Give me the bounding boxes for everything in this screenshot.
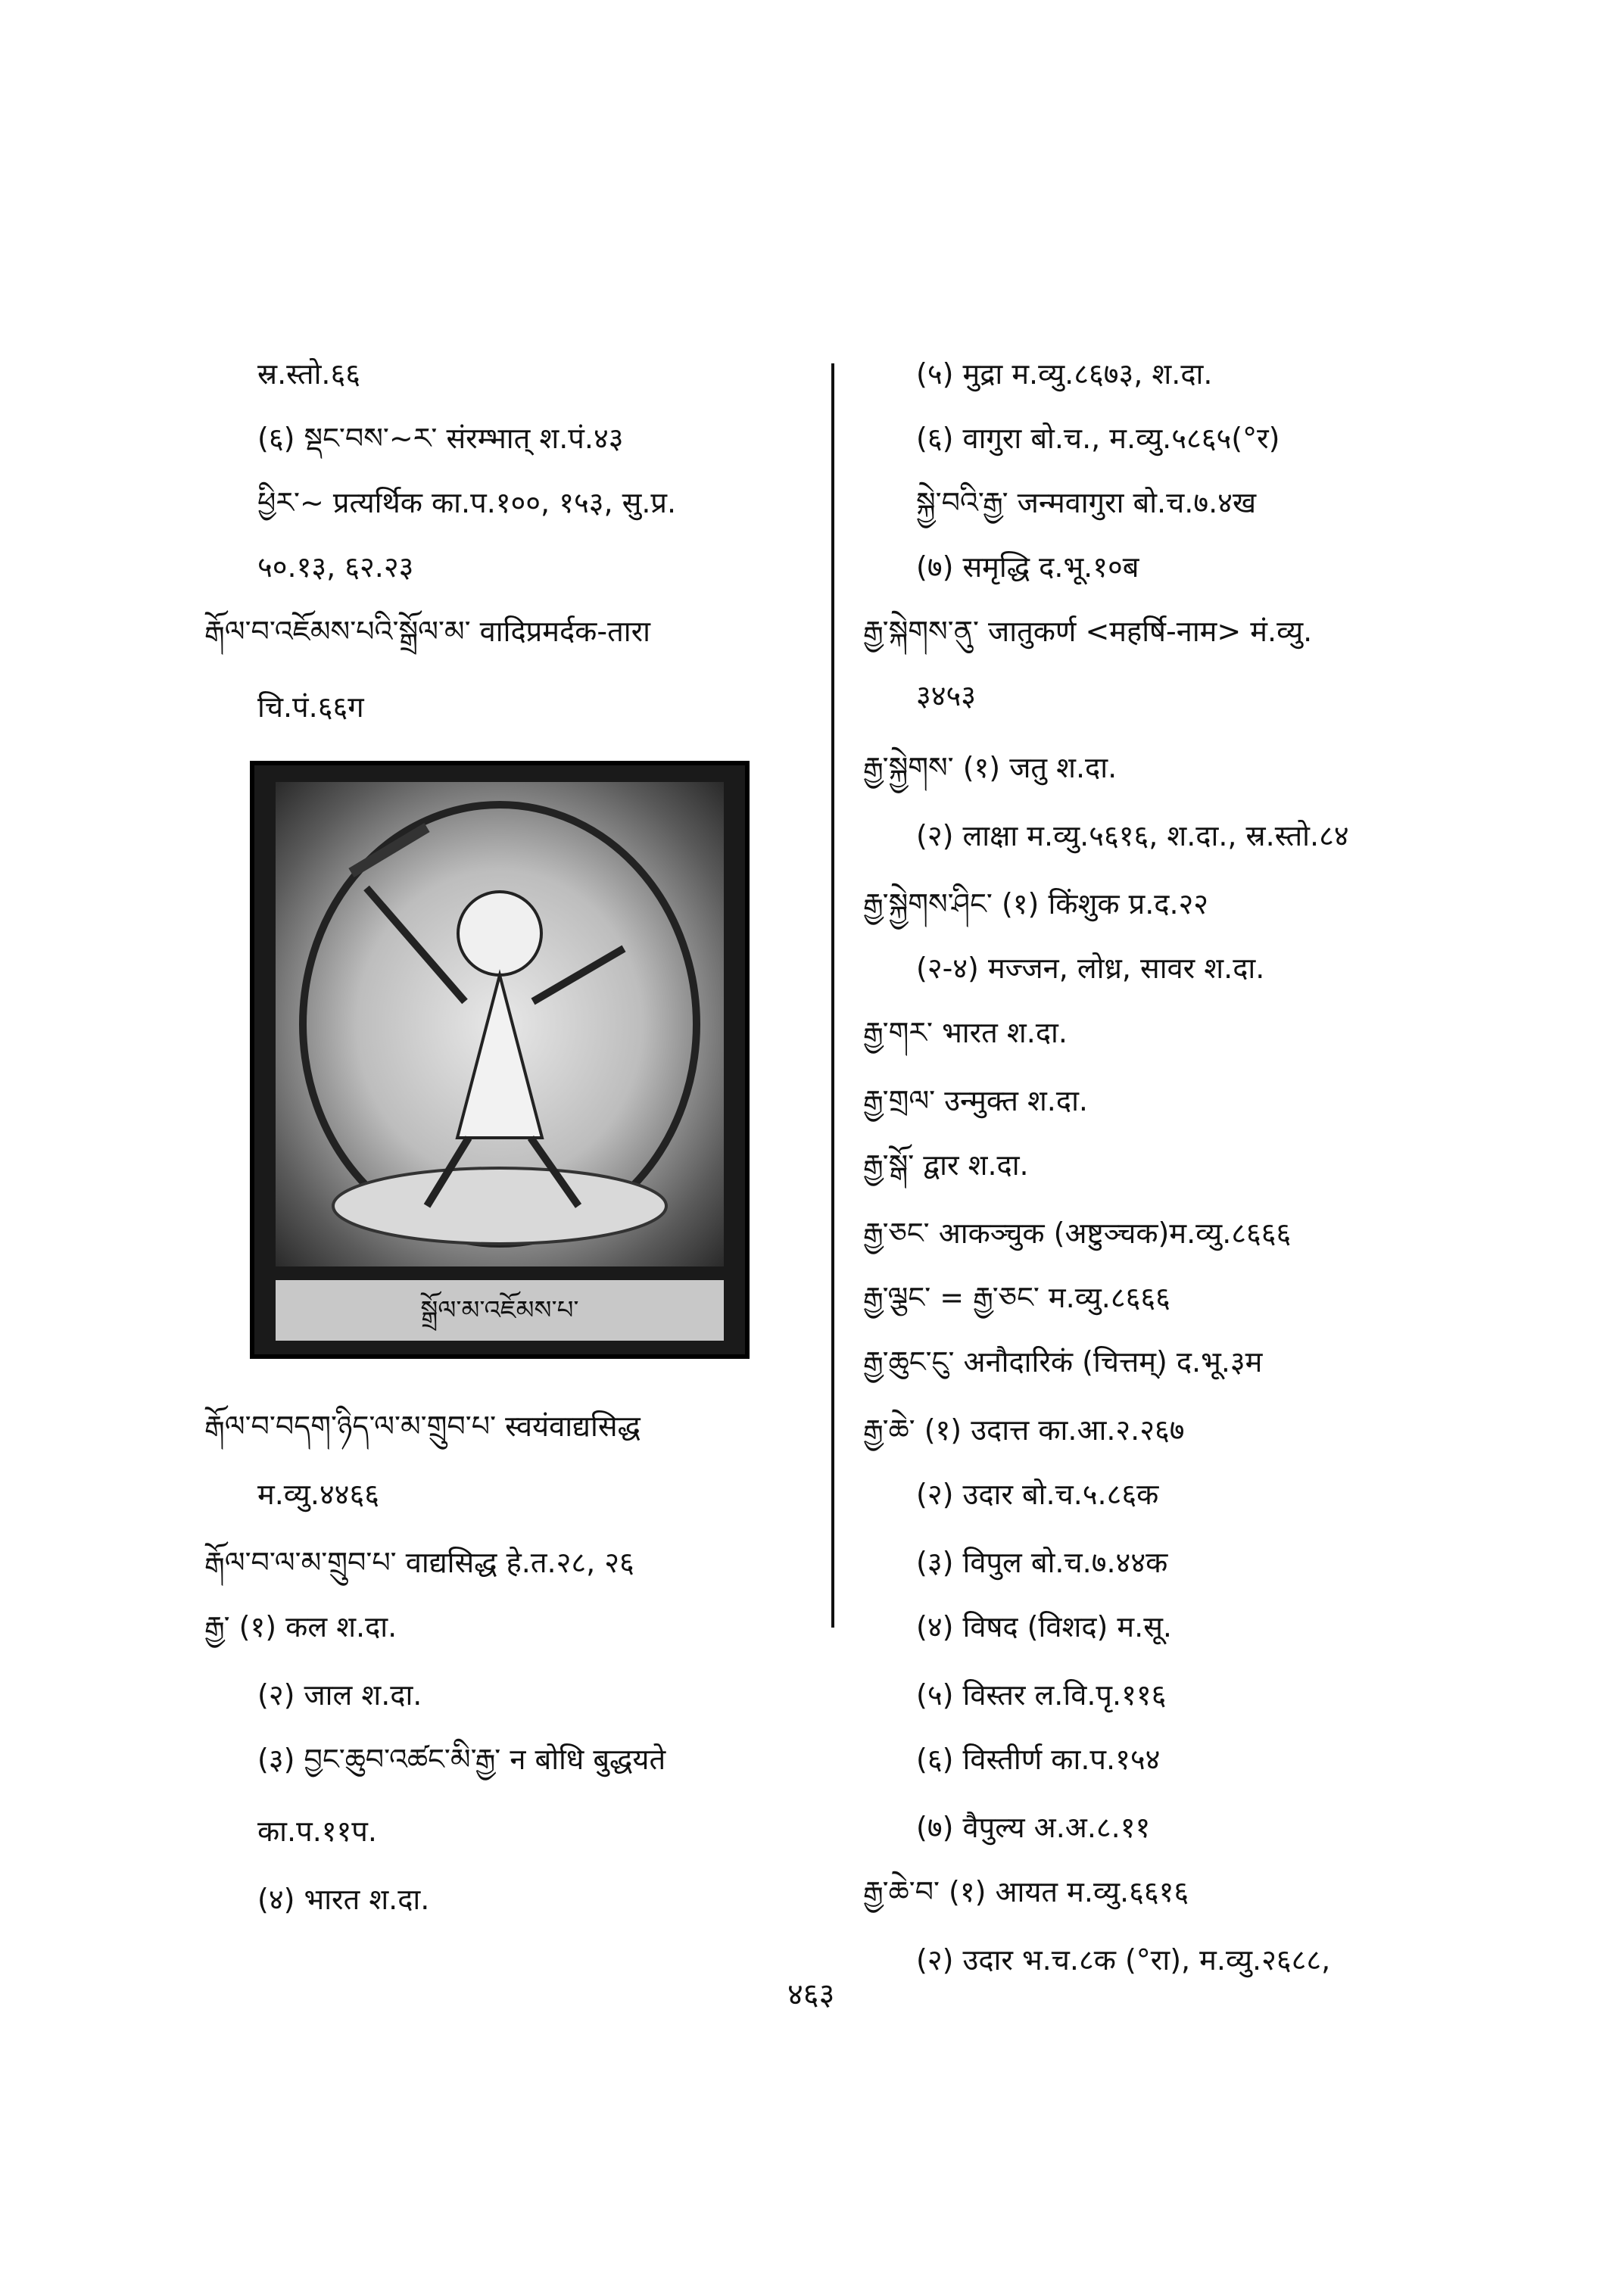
right-column-entry-line: རྒྱ་གར་ भारत श.दा.	[863, 1016, 1068, 1049]
right-column-entry-line: (७) वैपुल्य अ.अ.८.११	[916, 1811, 1151, 1844]
left-column-entry-line: चि.पं.६६ग	[257, 690, 364, 724]
left-column-entry-line: (३) བྱང་ཆུབ་འཚང་མི་རྒྱ་ न बोधि बुद्धयते	[257, 1743, 666, 1776]
deity-figure-drawing	[276, 782, 724, 1266]
right-column-entry-line: རྒྱ་ཆེ་བ་ (१) आयत म.व्यु.६६१६	[863, 1875, 1189, 1908]
left-column-entry-line: རྒྱ་ (१) कल श.दा.	[204, 1610, 397, 1643]
right-column-entry-line: རྒྱ་ཆུང་ངུ་ अनौदारिकं (चित्तम्) द.भू.३म	[863, 1345, 1263, 1379]
right-column-entry-line: (२) उदार भ.च.८क (°रा), म.व्यु.२६८८,	[916, 1943, 1331, 1977]
left-column-entry-line: ཕྱིར་~ प्रत्यर्थिक का.प.१००, १५३, सु.प्र.	[257, 486, 677, 519]
right-column-entry-line: (६) विस्तीर्ण का.प.१५४	[916, 1743, 1161, 1776]
right-column-entry-line: (५) मुद्रा म.व्यु.८६७३, श.दा.	[916, 357, 1213, 391]
page-number: ४६३	[787, 1977, 835, 2012]
column-divider	[831, 363, 834, 1628]
left-column-entry-line: རྒོལ་བ་འཇོམས་པའི་སྒྲོལ་མ་ वादिप्रमर्दक-तारा	[204, 615, 650, 648]
deity-image	[276, 782, 724, 1266]
left-column-entry-line: का.प.११प.	[257, 1815, 377, 1848]
right-column-entry-line: (६) वागुरा बो.च., म.व्यु.५८६५(°र)	[916, 422, 1280, 455]
right-column-entry-line: ३४५३	[916, 679, 977, 712]
right-column-entry-line: རྒྱ་སྐེགས་ནུ་ जातुकर्ण <महर्षि-नाम> मं.व्यु.	[863, 615, 1313, 648]
left-column-entry-line: ५०.१३, ६२.२३	[257, 550, 414, 584]
right-column-entry-line: (३) विपुल बो.च.७.४४क	[916, 1546, 1168, 1579]
right-column-entry-line: (५) विस्तर ल.वि.पृ.११६	[916, 1678, 1167, 1712]
right-column-entry-line: རྒྱ་སྐྱེགས་ཤིང་ (१) किंशुक प्र.द.२२	[863, 887, 1209, 921]
left-column-entry-line: म.व्यु.४४६६	[257, 1478, 379, 1511]
right-column-entry-line: (२) लाक्षा म.व्यु.५६१६, श.दा., स्र.स्तो.८४	[916, 819, 1349, 852]
right-column-entry-line: རྒྱ་སྐྱེགས་ (१) जतु श.दा.	[863, 751, 1117, 784]
right-column-entry-line: (२-४) मज्जन, लोध्र, सावर श.दा.	[916, 952, 1265, 985]
right-column-entry-line: སྐྱེ་བའི་རྒྱ་ जन्मवागुरा बो.च.७.४ख	[916, 486, 1257, 519]
left-column-entry-line: (६) སྡང་བས་~ར་ संरम्भात् श.पं.४३	[257, 422, 624, 455]
left-column-entry-line: (४) भारत श.दा.	[257, 1883, 430, 1916]
right-column-entry-line: (४) विषद (विशद) म.सू.	[916, 1610, 1172, 1643]
right-column-entry-line: (२) उदार बो.च.५.८६क	[916, 1478, 1159, 1511]
right-column-entry-line: རྒྱ་ཆེ་ (१) उदात्त का.आ.२.२६७	[863, 1413, 1185, 1447]
left-column-entry-line: རྒོལ་བ་ལ་མ་གྲུབ་པ་ वाद्यसिद्ध हे.त.२८, २६	[204, 1546, 634, 1579]
deity-illustration	[250, 761, 750, 1359]
right-column-entry-line: རྒྱ་ལྕང་ = རྒྱ་ཅང་ म.व्यु.८६६६	[863, 1281, 1170, 1314]
right-column-entry-line: རྒྱ་སྒོ་ द्वार श.दा.	[863, 1148, 1029, 1182]
right-column-entry-line: རྒྱ་ཅང་ आकञ्चुक (अष्टुञ्चक)म.व्यु.८६६६	[863, 1217, 1292, 1250]
left-column-entry-line: (२) जाल श.दा.	[257, 1678, 422, 1712]
left-column-entry-line: རྒོལ་བ་བདག་ཉིད་ལ་མ་གྲུབ་པ་ स्वयंवाद्यसिद्ध	[204, 1410, 641, 1443]
left-column-entry-line: स्र.स्तो.६६	[257, 357, 361, 391]
figure-caption: སྒྲོལ་མ་འཇོམས་པ་	[276, 1280, 724, 1341]
right-column-entry-line: རྒྱ་གྲལ་ उन्मुक्त श.दा.	[863, 1084, 1088, 1117]
right-column-entry-line: (७) समृद्धि द.भू.१०ब	[916, 550, 1139, 584]
